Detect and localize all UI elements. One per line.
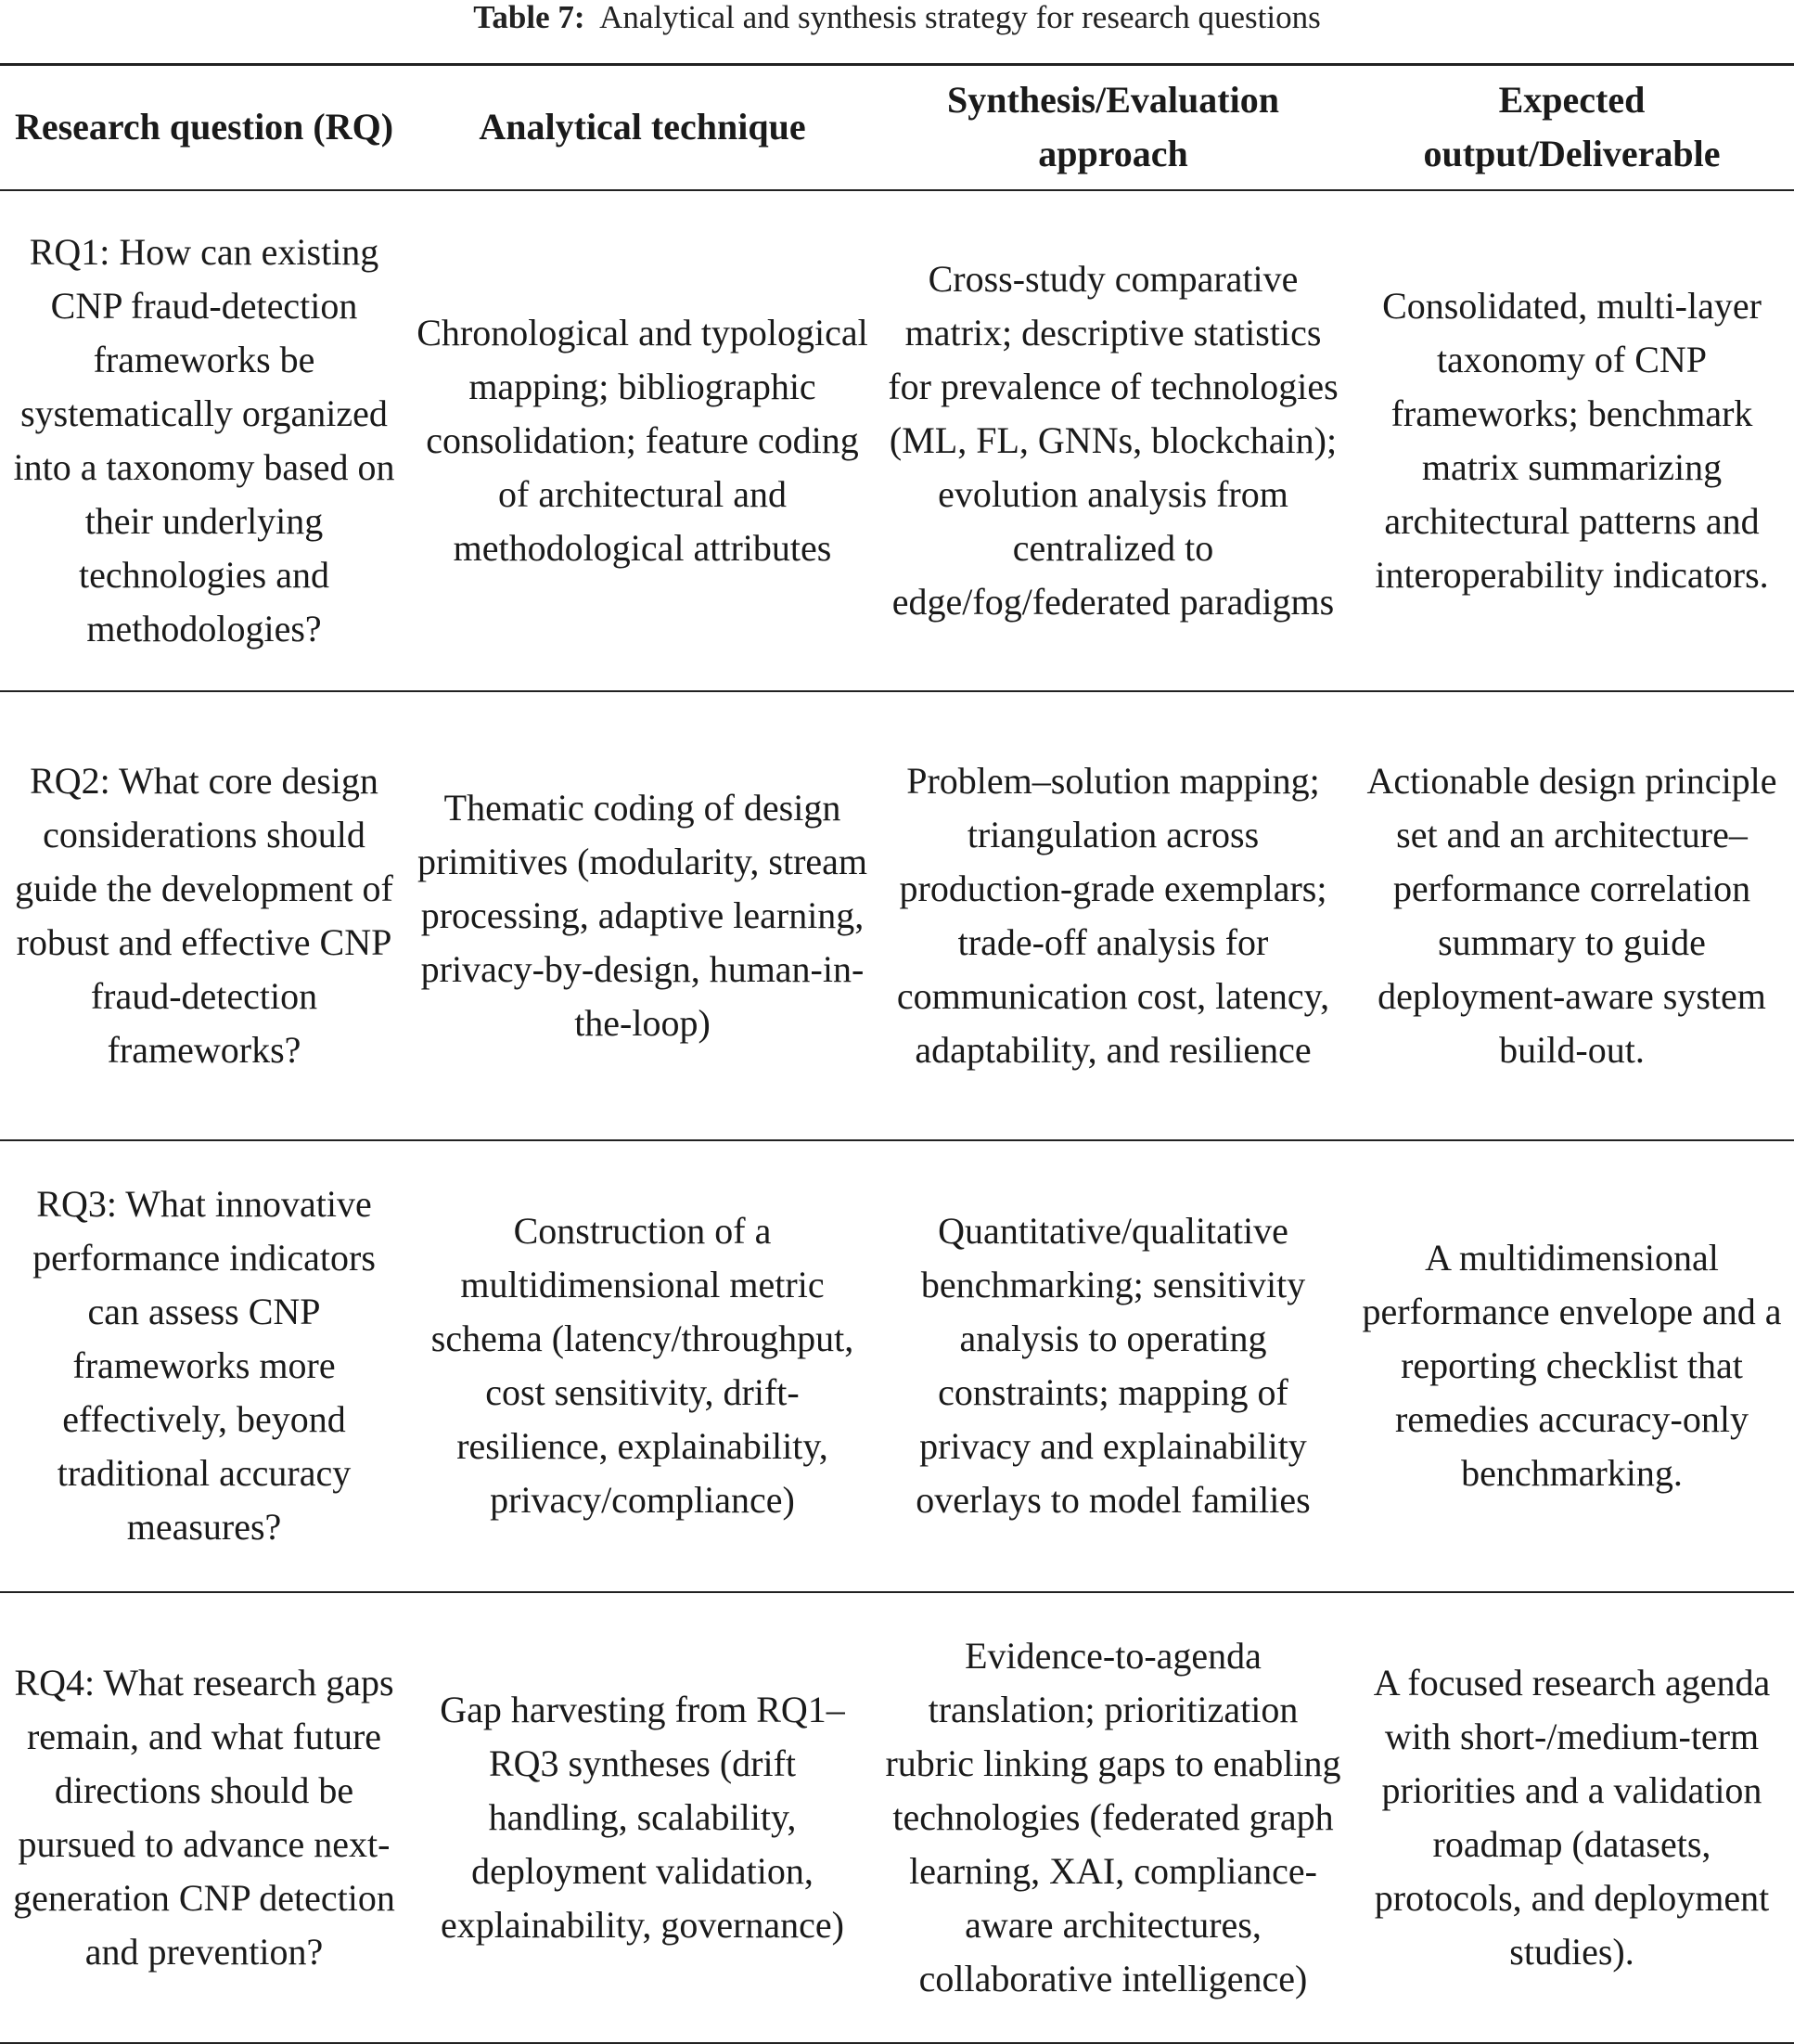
cell-expected-output: A multidimensional performance envelope and a reporting checklist that remedies accuracy-only benchmarking. (1362, 1237, 1782, 1494)
research-strategy-table (0, 63, 1794, 2044)
cell-analytical-technique: Gap harvesting from RQ1–RQ3 syntheses (drift handling, scalability, deployment validation, explainability, governance) (440, 1688, 845, 1946)
header-expected-output: Expected output/Deliverable (1423, 79, 1721, 175)
table-container (0, 63, 1794, 2044)
header-analytical-technique: Analytical technique (479, 106, 806, 148)
cell-synthesis-approach: Evidence-to-agenda translation; prioritization rubric linking gaps to enabling technologies (federated graph learning, XAI, compliance-aware architectures, collaborative intelligence) (885, 1634, 1341, 1999)
cell-research-question: RQ1: How can existing CNP fraud-detection frameworks be systematically organized into a taxonomy based on their underlying technologies and methodologies? (13, 230, 395, 649)
cell-expected-output: Actionable design principle set and an architecture–performance correlation summary to guide deployment-aware system build-out. (1366, 759, 1777, 1071)
cell-research-question: RQ3: What innovative performance indicators can assess CNP frameworks more effectively, beyond traditional accuracy measures? (32, 1183, 376, 1548)
cell-research-question: RQ2: What core design considerations should guide the development of robust and effective CNP fraud-detection frameworks? (15, 759, 393, 1071)
table-caption-title: Analytical and synthesis strategy for research questions (599, 0, 1321, 35)
table-row (0, 691, 1794, 1140)
table-header-row (0, 65, 1794, 190)
cell-analytical-technique: Thematic coding of design primitives (modularity, stream processing, adaptive learning, privacy-by-design, human-in-the-loop) (416, 786, 868, 1044)
cell-synthesis-approach: Quantitative/qualitative benchmarking; sensitivity analysis to operating constraints; mapping of privacy and explainability overlays to model families (916, 1210, 1311, 1521)
header-synthesis-approach: Synthesis/Evaluation approach (947, 79, 1279, 175)
table-caption-label: Table 7: (473, 0, 585, 35)
table-row (0, 1140, 1794, 1592)
header-research-question: Research question (RQ) (14, 106, 394, 148)
table-row (0, 1592, 1794, 2043)
cell-analytical-technique: Construction of a multidimensional metric schema (latency/throughput, cost sensitivity, drift-resilience, explainability, privacy/compliance) (430, 1210, 854, 1521)
cell-analytical-technique: Chronological and typological mapping; bibliographic consolidation; feature coding of architectural and methodological attributes (416, 311, 868, 569)
cell-synthesis-approach: Cross-study comparative matrix; descriptive statistics for prevalence of technologies (ML, FL, GNNs, blockchain); evolution analysis from centralized to edge/fog/federated paradigms (888, 257, 1339, 623)
cell-expected-output: A focused research agenda with short-/medium-term priorities and a validation roadmap (datasets, protocols, and deployment studies). (1373, 1661, 1771, 1973)
cell-synthesis-approach: Problem–solution mapping; triangulation across production-grade exemplars; trade-off analysis for communication cost, latency, adaptability, and resilience (896, 759, 1330, 1071)
table-caption (0, 0, 1794, 37)
cell-expected-output: Consolidated, multi-layer taxonomy of CNP frameworks; benchmark matrix summarizing architectural patterns and interoperability indicators. (1375, 284, 1769, 596)
table-row (0, 190, 1794, 691)
cell-research-question: RQ4: What research gaps remain, and what future directions should be pursued to advance next-generation CNP detection and prevention? (13, 1661, 395, 1973)
